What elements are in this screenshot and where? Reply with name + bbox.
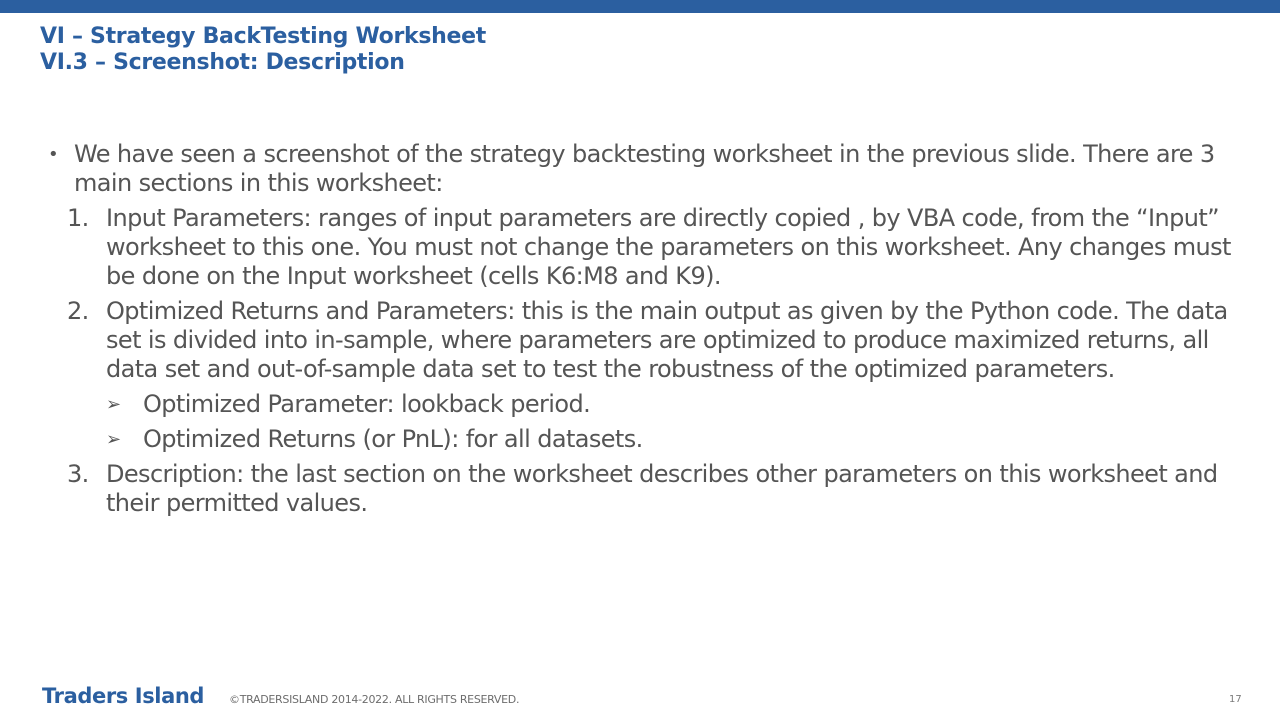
list-number: 1. <box>67 204 89 232</box>
slide-body <box>48 140 1238 518</box>
sub-item-2 <box>48 425 1238 454</box>
list-item-3 <box>48 460 1238 518</box>
list-item-1 <box>48 204 1238 291</box>
page-number: 17 <box>1229 694 1242 705</box>
intro-text: We have seen a screenshot of the strategy backtesting worksheet in the previous slide. There are 3 main sections in this worksheet: <box>74 140 1215 197</box>
bullet-marker: • <box>48 144 59 165</box>
arrow-bullet-icon: ➢ <box>106 394 121 415</box>
sub-item-text: Optimized Returns (or PnL): for all datasets. <box>143 425 643 453</box>
list-item-text: Optimized Returns and Parameters: this is the main output as given by the Python code. The data set is divided into in-sample, where parameters are optimized to produce maximized returns, all data set and out-of-sample data set to test the robustness of the optimized parameters. <box>106 297 1228 383</box>
list-item-2 <box>48 297 1238 384</box>
intro-bullet <box>48 140 1238 198</box>
list-item-text: Input Parameters: ranges of input parameters are directly copied , by VBA code, from the “Input” worksheet to this one. You must not change the parameters on this worksheet. Any changes must be done on the Input worksheet (cells K6:M8 and K9). <box>106 204 1231 290</box>
header <box>40 24 486 76</box>
sub-item-text: Optimized Parameter: lookback period. <box>143 390 591 418</box>
brand-logo: Traders Island <box>42 684 205 708</box>
arrow-bullet-icon: ➢ <box>106 429 121 450</box>
top-accent-bar <box>0 0 1280 13</box>
list-number: 3. <box>67 460 89 488</box>
list-number: 2. <box>67 297 89 325</box>
sub-item-1 <box>48 390 1238 419</box>
copyright-notice: ©TRADERSISLAND 2014-2022. ALL RIGHTS RESERVED. <box>229 693 520 706</box>
list-item-text: Description: the last section on the worksheet describes other parameters on this worksheet and their permitted values. <box>106 460 1218 517</box>
page-title: VI – Strategy BackTesting Worksheet <box>40 24 486 49</box>
page-subtitle: VI.3 – Screenshot: Description <box>40 50 405 75</box>
